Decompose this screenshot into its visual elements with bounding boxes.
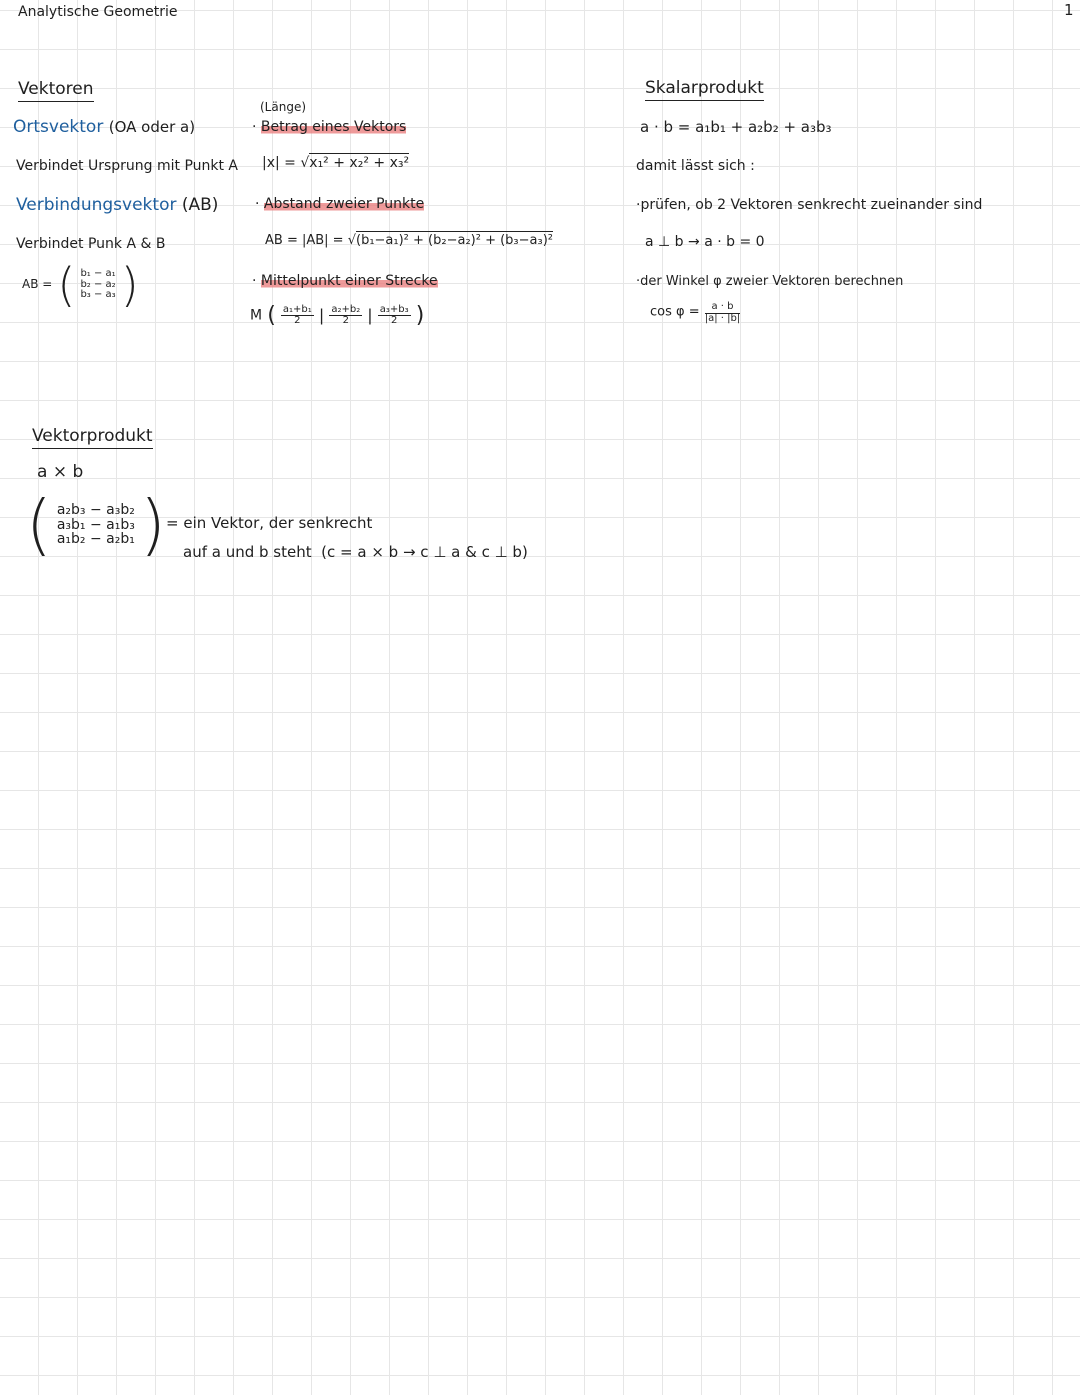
winkel-text: ·der Winkel φ zweier Vektoren berechnen bbox=[636, 274, 904, 289]
right-paren-icon: ) bbox=[120, 258, 139, 312]
vektorprodukt-column-vector bbox=[26, 486, 166, 563]
vektorprodukt-rows bbox=[57, 503, 135, 547]
page-title: Analytische Geometrie bbox=[18, 4, 178, 20]
pruefen-text: ·prüfen, ob 2 Vektoren senkrecht zueinander sind bbox=[636, 197, 983, 213]
mittelpunkt-frac bbox=[281, 305, 314, 327]
betrag-formula-lhs: |x| = bbox=[262, 155, 296, 171]
damit-text: damit lässt sich : bbox=[636, 158, 755, 174]
frac-num: a₃+b₃ bbox=[379, 303, 409, 315]
ab-lhs: AB = bbox=[22, 277, 53, 292]
mittelpunkt-frac bbox=[329, 305, 362, 327]
ab-row: b₁ − a₁ bbox=[80, 268, 116, 280]
right-paren-icon: ) bbox=[139, 486, 166, 563]
abstand-heading: Abstand zweier Punkte bbox=[263, 196, 425, 212]
cos-den: |a| · |b| bbox=[704, 312, 741, 324]
vektorprodukt-desc-formula: (c = a × b → c ⊥ a & c ⊥ b) bbox=[321, 543, 528, 561]
left-paren-icon: ( bbox=[26, 486, 52, 563]
mittelpunkt-m: M bbox=[250, 307, 263, 324]
vektorprodukt-row: a₃b₁ − a₁b₃ bbox=[56, 516, 135, 533]
mittelpunkt-frac bbox=[378, 305, 411, 327]
betrag-formula-root: x₁² + x₂² + x₃² bbox=[309, 155, 410, 171]
vektorprodukt-desc-line2: auf a und b steht bbox=[183, 543, 312, 561]
betrag-formula: |x| = √x₁² + x₂² + x₃² bbox=[262, 155, 410, 171]
verbindungsvektor-desc: Verbindet Punk A & B bbox=[16, 236, 166, 252]
frac-num: a₁+b₁ bbox=[282, 303, 312, 315]
left-paren-icon: ( bbox=[267, 303, 276, 328]
ab-rows bbox=[80, 269, 115, 301]
vektorprodukt-heading: Vektorprodukt bbox=[32, 427, 153, 449]
verbindungsvektor-note: (AB) bbox=[181, 195, 219, 215]
ab-row: b₃ − a₃ bbox=[80, 289, 116, 301]
mittelpunkt-heading: Mittelpunkt einer Strecke bbox=[260, 273, 438, 289]
left-paren-icon: ( bbox=[57, 258, 76, 312]
frac-num: a₂+b₂ bbox=[331, 303, 361, 315]
abstand-line: · Abstand zweier Punkte bbox=[255, 196, 425, 212]
vektorprodukt-desc-line2-wrap bbox=[183, 544, 528, 561]
separator-bar-icon: | bbox=[318, 305, 325, 325]
ab-column-vector bbox=[22, 258, 139, 312]
frac-den: 2 bbox=[294, 315, 301, 327]
skalarprodukt-heading: Skalarprodukt bbox=[645, 79, 764, 101]
cos-num: a · b bbox=[705, 302, 741, 314]
page-number: 1 bbox=[1064, 1, 1074, 19]
frac-den: 2 bbox=[391, 315, 398, 327]
skalarprodukt-formula: a · b = a₁b₁ + a₂b₂ + a₃b₃ bbox=[640, 118, 832, 136]
winkel-label: der Winkel φ zweier Vektoren berechnen bbox=[640, 274, 904, 289]
ortsvektor-desc: Verbindet Ursprung mit Punkt A bbox=[16, 158, 239, 174]
abstand-formula-root: (b₁−a₁)² + (b₂−a₂)² + (b₃−a₃)² bbox=[356, 233, 553, 248]
vektorprodukt-desc-line1: = ein Vektor, der senkrecht bbox=[166, 514, 373, 532]
betrag-line: · Betrag eines Vektors bbox=[252, 119, 407, 135]
ab-row: b₂ − a₂ bbox=[80, 278, 116, 290]
abstand-formula: AB = |AB| = √(b₁−a₁)² + (b₂−a₂)² + (b₃−a₃)² bbox=[265, 233, 553, 248]
betrag-heading: Betrag eines Vektors bbox=[260, 119, 407, 135]
vektorprodukt-row: a₂b₃ − a₃b₂ bbox=[56, 501, 135, 518]
ortsvektor-line bbox=[13, 118, 195, 138]
laenge-note: (Länge) bbox=[260, 100, 307, 114]
mittelpunkt-line: · Mittelpunkt einer Strecke bbox=[252, 273, 438, 289]
orthogonal-formula: a ⊥ b → a · b = 0 bbox=[645, 234, 765, 250]
ortsvektor-label: Ortsvektor bbox=[13, 117, 104, 137]
pruefen-label: prüfen, ob 2 Vektoren senkrecht zueinander sind bbox=[640, 197, 983, 213]
separator-bar-icon: | bbox=[367, 305, 373, 325]
vektorprodukt-row: a₁b₂ − a₂b₁ bbox=[56, 531, 135, 548]
cos-frac bbox=[705, 302, 741, 324]
cos-lhs: cos φ = bbox=[650, 304, 700, 320]
mittelpunkt-formula bbox=[250, 303, 424, 328]
cos-formula bbox=[650, 302, 740, 324]
ortsvektor-note: (OA oder a) bbox=[108, 118, 196, 136]
abstand-formula-lhs: AB = |AB| = bbox=[265, 233, 344, 248]
right-paren-icon: ) bbox=[415, 303, 425, 328]
verbindungsvektor-label: Verbindungsvektor bbox=[16, 195, 177, 215]
verbindungsvektor-line bbox=[16, 196, 218, 216]
vektoren-heading: Vektoren bbox=[18, 80, 94, 102]
vektorprodukt-expr: a × b bbox=[37, 462, 84, 482]
frac-den: 2 bbox=[342, 315, 349, 327]
